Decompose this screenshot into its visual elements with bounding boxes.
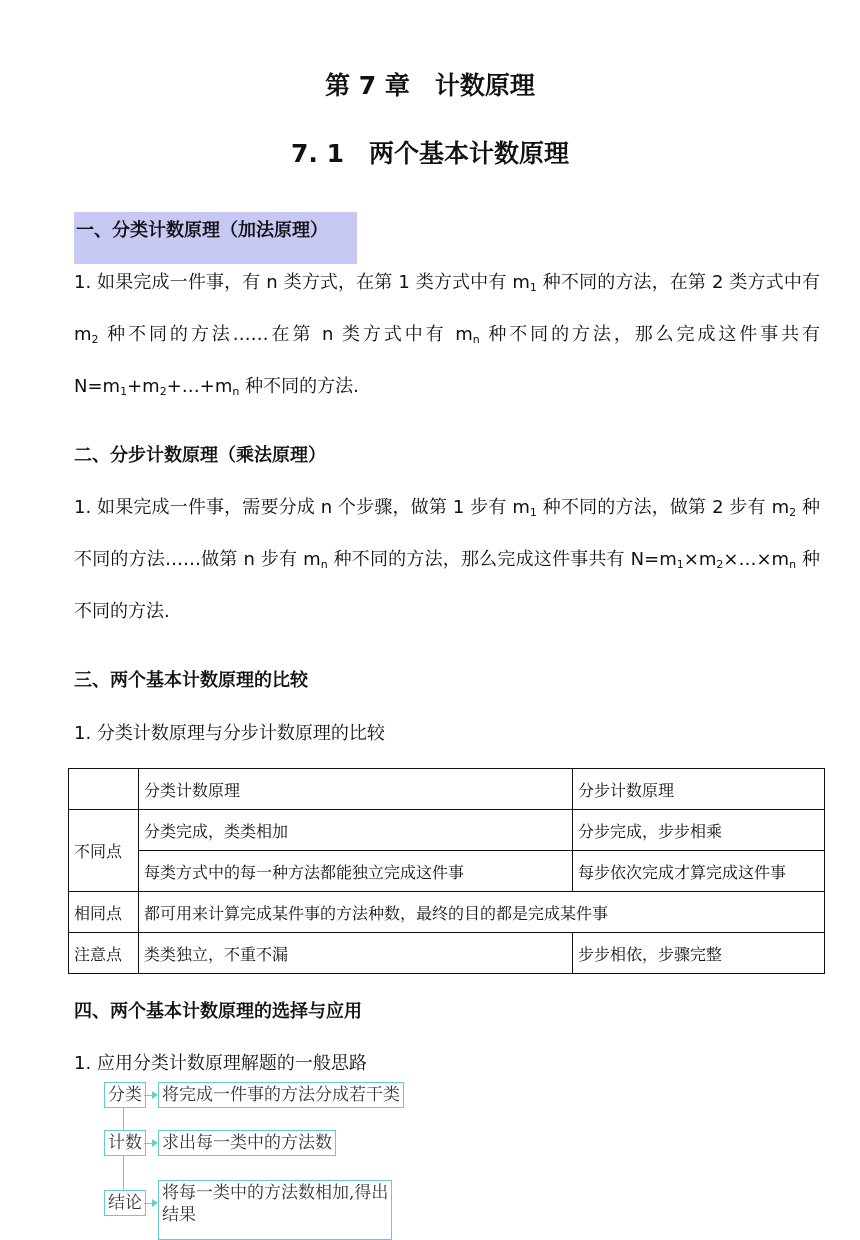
application-intro: 1. 应用分类计数原理解题的一般思路 <box>74 1053 367 1074</box>
table-cell: 都可用来计算完成某件事的方法种数，最终的目的都是完成某件事 <box>139 892 825 933</box>
flow-connector <box>123 1156 124 1190</box>
heading-comparison: 三、两个基本计数原理的比较 <box>74 670 308 691</box>
heading-addition-principle: 一、分类计数原理（加法原理） <box>74 212 357 264</box>
table-cell: 类类独立，不重不漏 <box>139 933 573 974</box>
table-row <box>69 810 825 851</box>
comparison-intro: 1. 分类计数原理与分步计数原理的比较 <box>74 723 385 744</box>
arrow-right-icon <box>144 1143 156 1144</box>
section-title: 7. 1 两个基本计数原理 <box>291 139 569 168</box>
table-cell <box>69 769 139 810</box>
table-cell: 步步相依，步骤完整 <box>573 933 825 974</box>
table-row <box>69 933 825 974</box>
comparison-table <box>68 768 825 974</box>
flow-step-label: 结论 <box>104 1190 146 1216</box>
arrow-right-icon <box>144 1203 156 1204</box>
multiplication-principle-text: 1. 如果完成一件事，需要分成 n 个步骤，做第 1 步有 $m_1$ 种不同的方法，做第 2 步有 $m_2$ 种不同的方法……做第 n 步有 $m_n$ 种不同的方法，那么完成这件事共有 $N=m_1\times m_2\times\dots\times m_n$ 种不同的方法. <box>74 497 821 622</box>
flow-text-line: 结果 <box>162 1205 196 1225</box>
table-row <box>69 892 825 933</box>
table-cell: 分类完成，类类相加 <box>139 810 573 851</box>
flow-step-label: 分类 <box>104 1082 146 1108</box>
row-label-difference: 不同点 <box>69 810 139 892</box>
table-cell: 每步依次完成才算完成这件事 <box>573 851 825 892</box>
table-cell: 每类方式中的每一种方法都能独立完成这件事 <box>139 851 573 892</box>
table-header-addition: 分类计数原理 <box>139 769 573 810</box>
row-label-same: 相同点 <box>69 892 139 933</box>
table-row <box>69 851 825 892</box>
flow-step-text: 将完成一件事的方法分成若干类 <box>158 1082 404 1108</box>
flow-text-line: 将每一类中的方法数相加,得出 <box>162 1183 389 1203</box>
table-header-row <box>69 769 825 810</box>
addition-principle-text: 1. 如果完成一件事，有 n 类方式，在第 1 类方式中有 $m_1$ 种不同的方法，在第 2 类方式中有 $m_2$ 种不同的方法……在第 n 类方式中有 $m_n$ 种不同的方法，那么完成这件事共有 $N=m_1+m_2+\dots+m_n$ 种不同的方法. <box>74 272 820 398</box>
flow-step-text: 求出每一类中的方法数 <box>158 1130 336 1156</box>
chapter-title: 第 7 章 计数原理 <box>325 71 535 100</box>
flow-step-text <box>158 1180 392 1240</box>
arrow-right-icon <box>144 1095 156 1096</box>
flow-step-label: 计数 <box>104 1130 146 1156</box>
row-label-note: 注意点 <box>69 933 139 974</box>
heading-multiplication-principle: 二、分步计数原理（乘法原理） <box>74 445 326 466</box>
heading-selection-application: 四、两个基本计数原理的选择与应用 <box>74 1001 362 1022</box>
table-header-multiplication: 分步计数原理 <box>573 769 825 810</box>
table-cell: 分步完成，步步相乘 <box>573 810 825 851</box>
flow-connector <box>123 1106 124 1130</box>
